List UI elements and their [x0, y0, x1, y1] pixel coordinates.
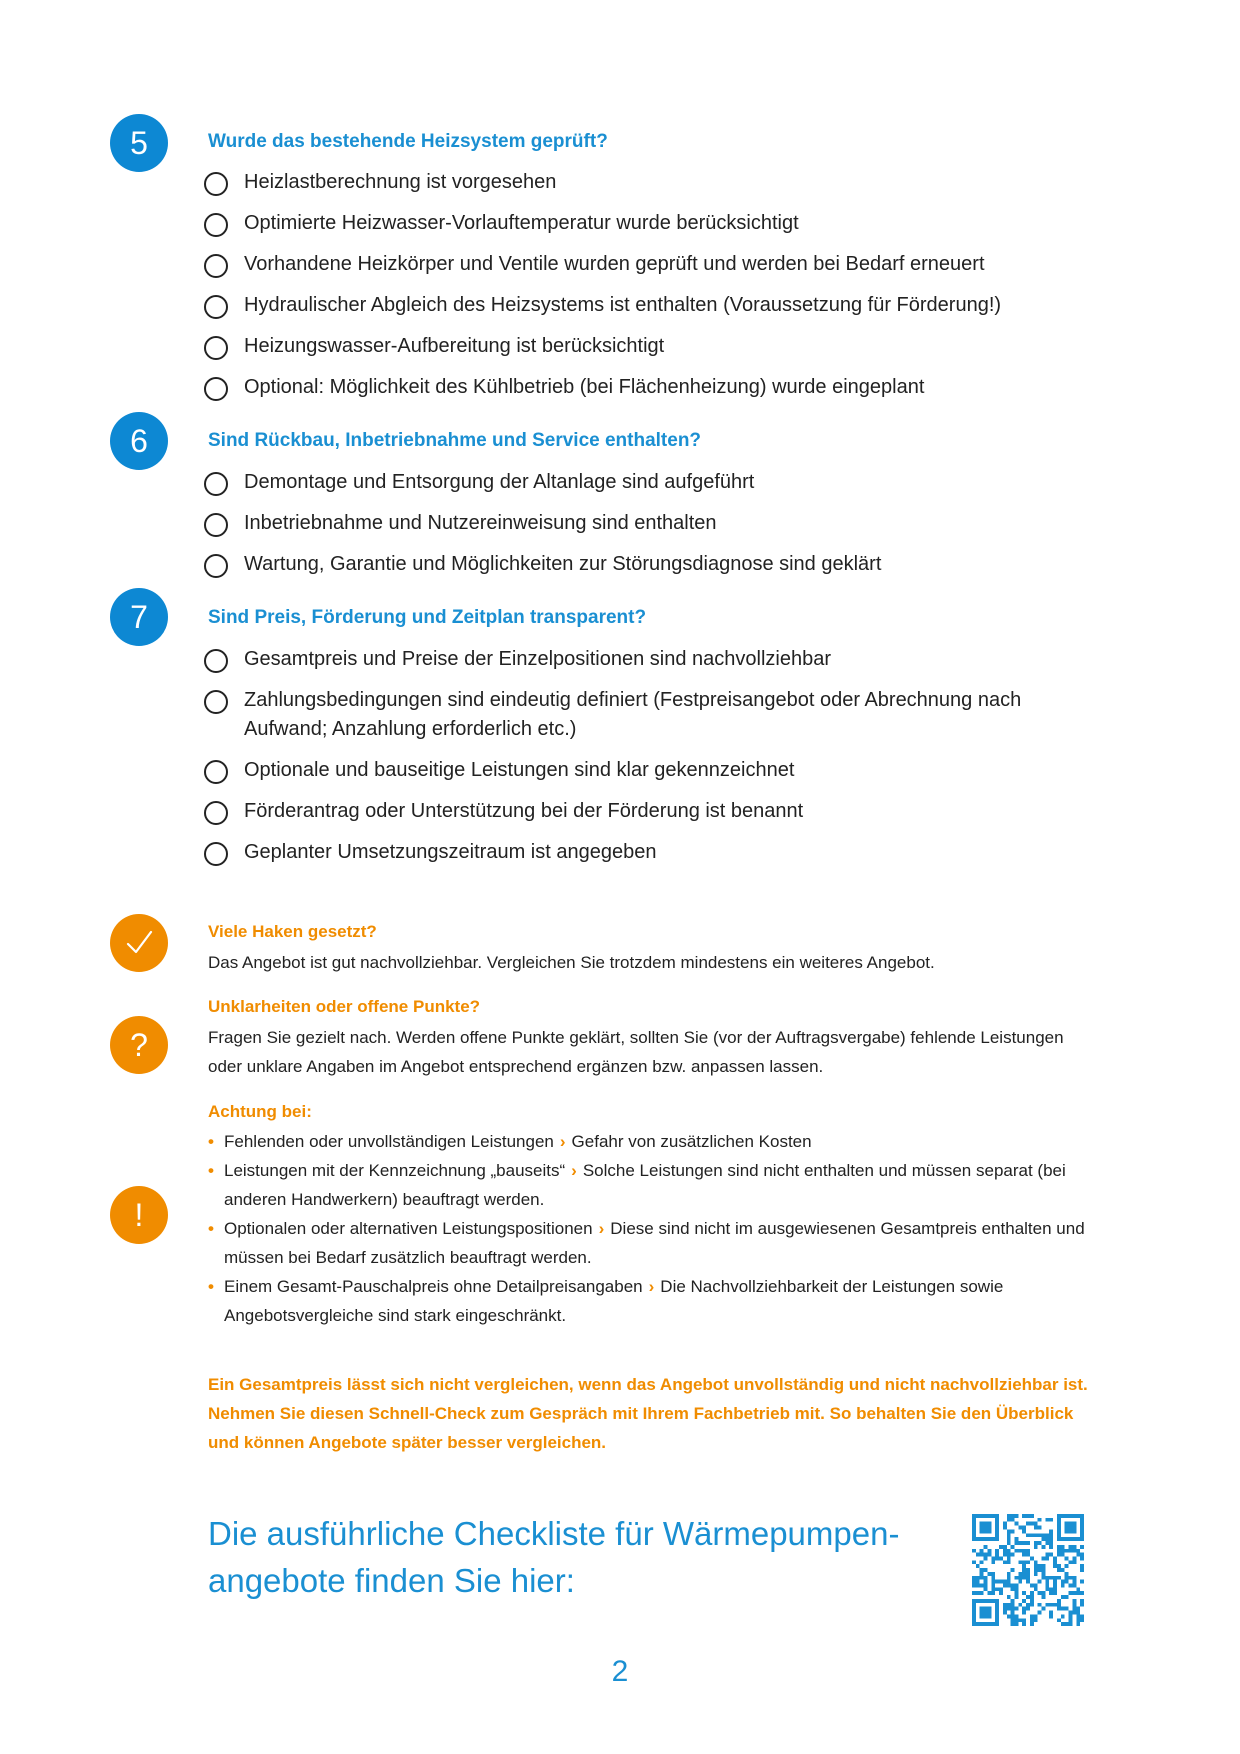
chevron-right-icon: › [648, 1277, 655, 1296]
chevron-right-icon: › [559, 1132, 566, 1151]
checklist-item: Optional: Möglichkeit des Kühlbetrieb (bei Flächenheizung) wurde eingeplant [204, 373, 1104, 402]
list-item: • Leistungen mit der Kennzeichnung „bauseits“ › Solche Leistungen sind nicht enthalten und müssen separat (bei anderen Handwerkern) beauftragt werden. [208, 1156, 1098, 1214]
checklist-item: Vorhandene Heizkörper und Ventile wurden geprüft und werden bei Bedarf erneuert [204, 250, 1104, 279]
checkbox-circle-icon[interactable] [204, 801, 228, 825]
section-title: Wurde das bestehende Heizsystem geprüft? [208, 131, 608, 152]
section-number-badge: 7 [110, 588, 168, 646]
checklist-item: Gesamtpreis und Preise der Einzelpositionen sind nachvollziehbar [204, 645, 1104, 674]
note-title: Achtung bei: [208, 1102, 312, 1121]
note-text: Das Angebot ist gut nachvollziehbar. Vergleichen Sie trotzdem mindestens ein weiteres Angebot. [208, 953, 935, 972]
checklist [204, 168, 1104, 414]
section-number-badge: 6 [110, 412, 168, 470]
checklist-item: Optionale und bauseitige Leistungen sind klar gekennzeichnet [204, 756, 1104, 785]
check-icon [110, 914, 168, 972]
checkbox-circle-icon[interactable] [204, 254, 228, 278]
checklist-item: Heizungswasser-Aufbereitung ist berücksichtigt [204, 332, 1104, 361]
section-title: Sind Rückbau, Inbetriebnahme und Service enthalten? [208, 430, 702, 451]
page-number: 2 [611, 1655, 629, 1688]
checkbox-circle-icon[interactable] [204, 213, 228, 237]
checklist-item: Wartung, Garantie und Möglichkeiten zur Störungsdiagnose sind geklärt [204, 550, 1104, 579]
chevron-right-icon: › [571, 1161, 577, 1180]
checkbox-circle-icon[interactable] [204, 554, 228, 578]
list-item: • Fehlenden oder unvollständigen Leistungen › Gefahr von zusätzlichen Kosten [208, 1127, 1098, 1156]
warning-list [208, 1127, 1098, 1330]
checklist-item: Inbetriebnahme und Nutzereinweisung sind enthalten [204, 509, 1104, 538]
checklist-item: Heizlastberechnung ist vorgesehen [204, 168, 1104, 197]
question-icon: ? [110, 1016, 168, 1074]
checklist-cta: Die ausführliche Checkliste für Wärmepumpen-angebote finden Sie hier: [208, 1515, 900, 1599]
checkbox-circle-icon[interactable] [204, 336, 228, 360]
checkbox-circle-icon[interactable] [204, 649, 228, 673]
checklist [204, 468, 1104, 591]
checklist-item: Optimierte Heizwasser-Vorlauftemperatur wurde berücksichtigt [204, 209, 1104, 238]
checklist [204, 645, 1104, 879]
checkbox-circle-icon[interactable] [204, 472, 228, 496]
checklist-item: Förderantrag oder Unterstützung bei der Förderung ist benannt [204, 797, 1104, 826]
chevron-right-icon: › [598, 1219, 605, 1238]
bullet-dot: • [208, 1277, 214, 1296]
checklist-item: Zahlungsbedingungen sind eindeutig definiert (Festpreisangebot oder Abrechnung nach Aufwand; Anzahlung erforderlich etc.) [204, 686, 1104, 744]
exclamation-icon: ! [110, 1186, 168, 1244]
list-item: • Einem Gesamt-Pauschalpreis ohne Detailpreisangaben › Die Nachvollziehbarkeit der Leistungen sowie Angebotsvergleiche sind stark eingeschränkt. [208, 1272, 1098, 1330]
checkbox-circle-icon[interactable] [204, 842, 228, 866]
checkbox-circle-icon[interactable] [204, 690, 228, 714]
checklist-item: Geplanter Umsetzungszeitraum ist angegeben [204, 838, 1104, 867]
summary-text: Ein Gesamtpreis lässt sich nicht vergleichen, wenn das Angebot unvollständig und nicht nachvollziehbar ist. Nehmen Sie diesen Schnell-Check zum Gespräch mit Ihrem Fachbetrieb mit. So behalten Sie den Überblick und können Angebote später besser vergleichen. [208, 1375, 1088, 1452]
list-item: • Optionalen oder alternativen Leistungspositionen › Diese sind nicht im ausgewiesenen Gesamtpreis enthalten und müssen bei Bedarf zusätzlich beauftragt werden. [208, 1214, 1098, 1272]
checkbox-circle-icon[interactable] [204, 377, 228, 401]
bullet-dot: • [208, 1219, 214, 1238]
qr-code-icon[interactable] [972, 1514, 1084, 1626]
checklist-item: Hydraulischer Abgleich des Heizsystems ist enthalten (Voraussetzung für Förderung!) [204, 291, 1104, 320]
note-title: Viele Haken gesetzt? [208, 922, 377, 941]
note-text: Fragen Sie gezielt nach. Werden offene Punkte geklärt, sollten Sie (vor der Auftragsvergabe) fehlende Leistungen oder unklare Angaben im Angebot entsprechend ergänzen bzw. anpassen lassen. [208, 1028, 1064, 1076]
section-number-badge: 5 [110, 114, 168, 172]
checkbox-circle-icon[interactable] [204, 172, 228, 196]
section-title: Sind Preis, Förderung und Zeitplan transparent? [208, 607, 647, 628]
bullet-dot: • [208, 1161, 214, 1180]
checkbox-circle-icon[interactable] [204, 295, 228, 319]
bullet-dot: • [208, 1132, 214, 1151]
checklist-item: Demontage und Entsorgung der Altanlage sind aufgeführt [204, 468, 1104, 497]
note-title: Unklarheiten oder offene Punkte? [208, 997, 481, 1016]
checkbox-circle-icon[interactable] [204, 760, 228, 784]
check-mark [124, 928, 154, 958]
checkbox-circle-icon[interactable] [204, 513, 228, 537]
